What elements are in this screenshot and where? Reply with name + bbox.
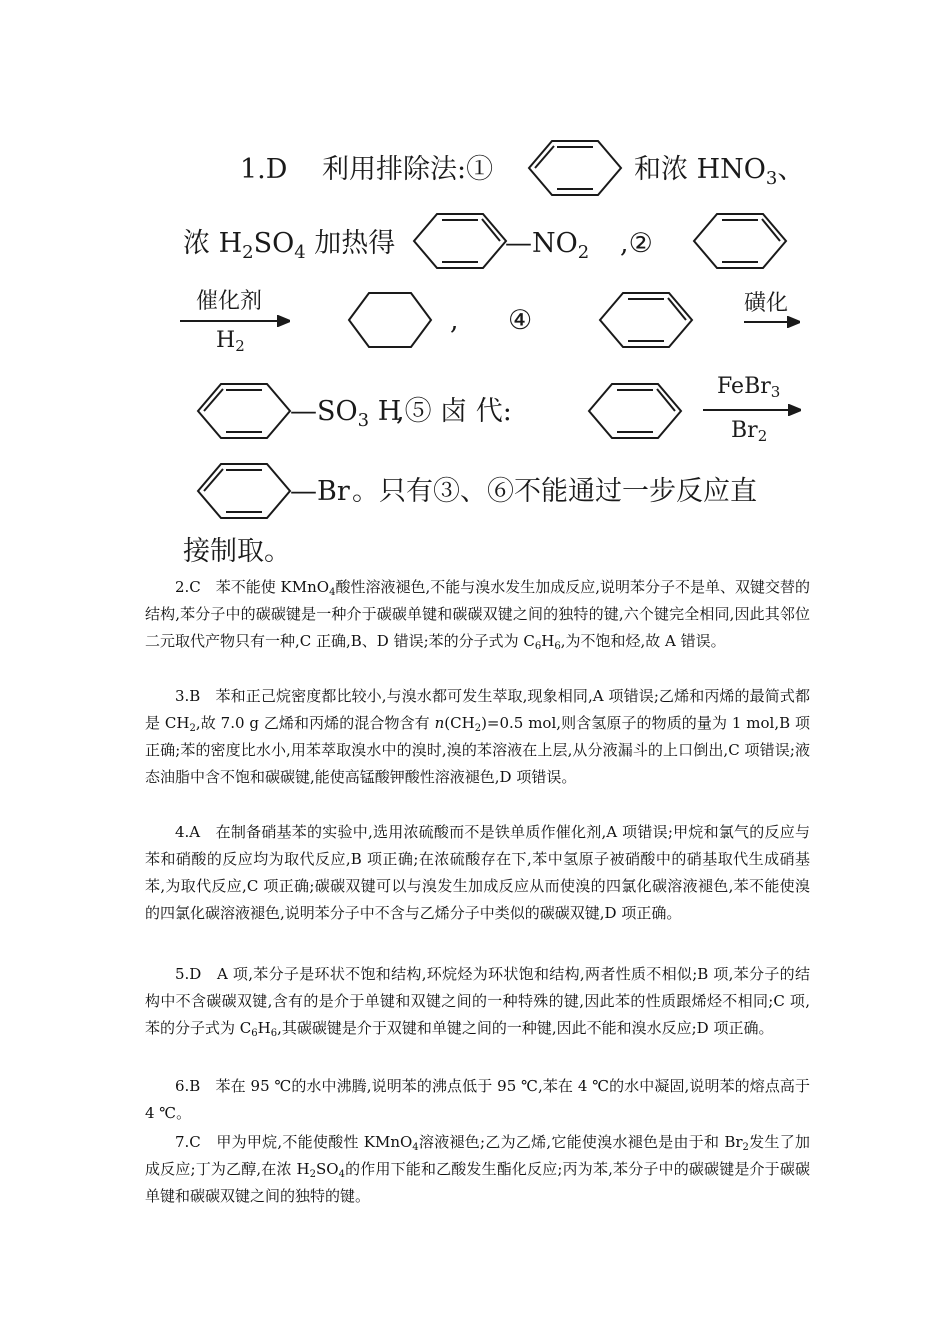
arrow-halogenation: [703, 374, 801, 446]
item-4-marker: ④: [508, 305, 533, 336]
arrow-top-label: 磺化: [744, 291, 789, 316]
benzene-ring-icon: [525, 137, 625, 199]
answer-5: 5.D A 项,苯分子是环状不饱和结构,环烷烃为环状饱和结构,两者性质不相似;B 项,苯分子的结构中不含碳碳双键,含有的是介于单键和双键之间的一种特殊的键,因此苯的性质跟烯烃不相同;C 项,苯的分子式为 $C_6H_6$,其碳碳键是介于双键和单键之间的一种键,因此不能和溴水反应;D 项正确。: [145, 965, 810, 1039]
answer-6: 6.B 苯在 95 ℃的水中沸腾,说明苯的沸点低于 95 ℃,苯在 4 ℃的水中凝固,说明苯的熔点高于 4 ℃。: [145, 1077, 810, 1122]
benzene-ring-icon: [585, 380, 685, 442]
arrow-top-label: FeBr$_3$: [717, 374, 781, 401]
answer-2: 2.C 苯不能使 KMnO$_4$酸性溶液褪色,不能与溴水发生加成反应,说明苯分子不是单、双键交替的结构,苯分子中的碳碳键是一种介于碳碳单键和碳碳双键之间的独特的键,六个键完全相同,因此其邻位二元取代产物只有一种,C 正确,B、D 错误;苯的分子式为 $C_6H_6$,为不饱和烃,故 A 错误。: [145, 578, 811, 652]
benzene-ring-icon: [690, 210, 790, 272]
item-5-text: ,⑤ 卤 代:: [396, 396, 512, 427]
item-2-marker: ,②: [620, 228, 653, 259]
arrow-bottom-label: $Br_2$: [731, 418, 768, 445]
arrow-bottom-label: $H_2$: [216, 328, 245, 355]
answer-1-number: 1.D: [240, 154, 288, 185]
reaction-1-conditions: 浓 $H_2SO_4$ 加热得: [183, 228, 396, 263]
answer-1-intro: 利用排除法:①: [322, 154, 494, 185]
arrow-catalyst: [180, 284, 290, 354]
arrow-sulfonation: [744, 286, 800, 336]
benzene-ring-icon: [596, 289, 696, 351]
cyclohexane-ring-icon: [345, 289, 435, 351]
conclusion-text: 。只有③、⑥不能通过一步反应直: [352, 476, 757, 507]
answer-4: 4.A 在制备硝基苯的实验中,选用浓硫酸而不是铁单质作催化剂,A 项错误;甲烷和氯气的反应与苯和硝酸的反应均为取代反应,B 项正确;在浓硫酸存在下,苯中氢原子被硝酸中的硝基取代生成硝基苯,为取代反应,C 项正确;碳碳双键可以与溴发生加成反应从而使溴的四氯化碳溶液褪色,苯不能使溴的四氯化碳溶液褪色,说明苯分子中不含与乙烯分子中类似的碳碳双键,D 项正确。: [145, 823, 810, 922]
answer-3: 3.B 苯和正己烷密度都比较小,与溴水都可发生萃取,现象相同,A 项错误;乙烯和丙烯的最简式都是 $CH_2$,故 7.0 g 乙烯和丙烯的混合物含有 $n(CH_2)=0.5$ mol,则含氢原子的物质的量为 1 mol,B 项正确;苯的密度比水小,用苯萃取溴水中的溴时,溴的苯溶液在上层,从分液漏斗的上口倒出,C 项错误;液态油脂中含不饱和碳碳键,能使高锰酸钾酸性溶液褪色,D 项错误。: [145, 687, 810, 786]
answer-7: 7.C 甲为甲烷,不能使酸性 KMnO$_4$溶液褪色;乙为乙烯,它能使溴水褪色是由于和 $Br_2$发生了加成反应;丁为乙醇,在浓 $H_2SO_4$的作用下能和乙酸发生酯化反应;丙为苯,苯分子中的碳碳键是介于碳碳单键和碳碳双键之间的独特的键。: [145, 1133, 811, 1205]
sulfonic-group: $—SO_3$ H: [290, 396, 402, 431]
comma: ,: [450, 305, 459, 336]
nitro-group: $—NO_2$: [505, 228, 590, 263]
arrow-top-label: 催化剂: [196, 289, 263, 314]
reaction-1-text: 和浓 $HNO_3$、: [634, 154, 805, 189]
bromo-group: —Br: [290, 476, 350, 507]
conclusion-text-end: 接制取。: [183, 536, 291, 567]
